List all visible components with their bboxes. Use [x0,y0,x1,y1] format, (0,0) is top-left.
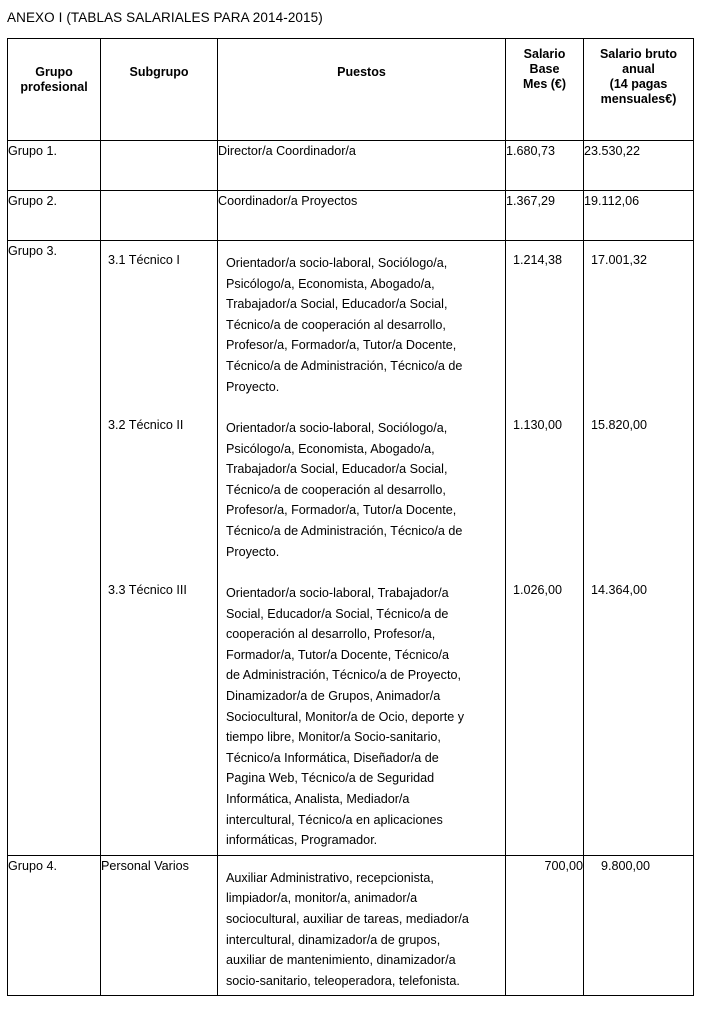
header-salario-base: Salario Base Mes (€) [506,39,584,141]
bruto-3-2: 15.820,00 [591,418,648,432]
cell-puestos [218,241,506,856]
bruto-3-1: 17.001,32 [591,253,648,267]
cell-subgrupo [101,141,218,191]
puestos-3-3: Orientador/a socio-laboral, Trabajador/a Social, Educador/a Social, Técnico/a de cooperación al desarrollo, Profesor/a, Formador/a, Tutor/a Docente, Técnico/a de Administración, Técnico/a de Proyecto, Dinamizador/a de Grupos, Animador/a Sociocultural, Monitor/a de Ocio, deporte y tiempo libre, Monitor/a Socio-sanitario, Técnico/a Informática, Diseñador/a de Pagina Web, Técnico/a de Seguridad Informática, Analista, Mediador/a intercultural, Técnico/a en aplicaciones informáticas, Programador. [226,586,465,848]
cell-subgrupo [101,241,218,856]
cell-grupo: Grupo 1. [8,141,101,191]
cell-salario-base: 700,00 [506,855,584,996]
cell-salario-bruto: 23.530,22 [584,141,694,191]
header-row [8,39,694,141]
bruto-3-3: 14.364,00 [591,583,648,597]
base-3-3: 1.026,00 [513,583,563,597]
cell-salario-bruto: 9.800,00 [584,855,694,996]
table-row [8,855,694,996]
cell-subgrupo: Personal Varios [101,855,218,996]
cell-salario-base [506,241,584,856]
table-row [8,191,694,241]
header-salario-bruto: Salario bruto anual (14 pagas mensuales€) [584,39,694,141]
subgrupo-3-2: 3.2 Técnico II [108,418,184,432]
header-grupo: Grupo profesional [8,39,101,141]
subgrupo-3-3: 3.3 Técnico III [108,583,187,597]
cell-salario-bruto: 19.112,06 [584,191,694,241]
header-puestos: Puestos [218,39,506,141]
base-3-1: 1.214,38 [513,253,563,267]
table-row [8,241,694,856]
cell-salario-bruto [584,241,694,856]
puestos-3-2: Orientador/a socio-laboral, Sociólogo/a, Psicólogo/a, Economista, Abogado/a, Trabajador/a Social, Educador/a Social, Técnico/a de cooperación al desarrollo, Profesor/a, Formador/a, Tutor/a Docente, Técnico/a de Administración, Técnico/a de Proyecto. [226,421,463,559]
cell-subgrupo [101,191,218,241]
puestos-3-1: Orientador/a socio-laboral, Sociólogo/a, Psicólogo/a, Economista, Abogado/a, Trabajador/a Social, Educador/a Social, Técnico/a de cooperación al desarrollo, Profesor/a, Formador/a, Tutor/a Docente, Técnico/a de Administración, Técnico/a de Proyecto. [226,256,463,394]
subgrupo-3-1: 3.1 Técnico I [108,253,180,267]
cell-puestos: Auxiliar Administrativo, recepcionista, limpiador/a, monitor/a, animador/a sociocultural, auxiliar de tareas, mediador/a intercultural, dinamizador/a de grupos, auxiliar de mantenimiento, dinamizador/a socio-sanitario, teleoperadora, telefonista. [218,855,506,996]
header-subgrupo: Subgrupo [101,39,218,141]
base-3-2: 1.130,00 [513,418,563,432]
cell-grupo: Grupo 2. [8,191,101,241]
cell-grupo: Grupo 4. [8,855,101,996]
cell-grupo: Grupo 3. [8,241,101,856]
document-title: ANEXO I (TABLAS SALARIALES PARA 2014-2015) [7,10,323,25]
cell-salario-base: 1.680,73 [506,141,584,191]
cell-puestos: Director/a Coordinador/a [218,141,506,191]
table-row [8,141,694,191]
cell-salario-base: 1.367,29 [506,191,584,241]
cell-puestos: Coordinador/a Proyectos [218,191,506,241]
salary-table [7,38,694,996]
